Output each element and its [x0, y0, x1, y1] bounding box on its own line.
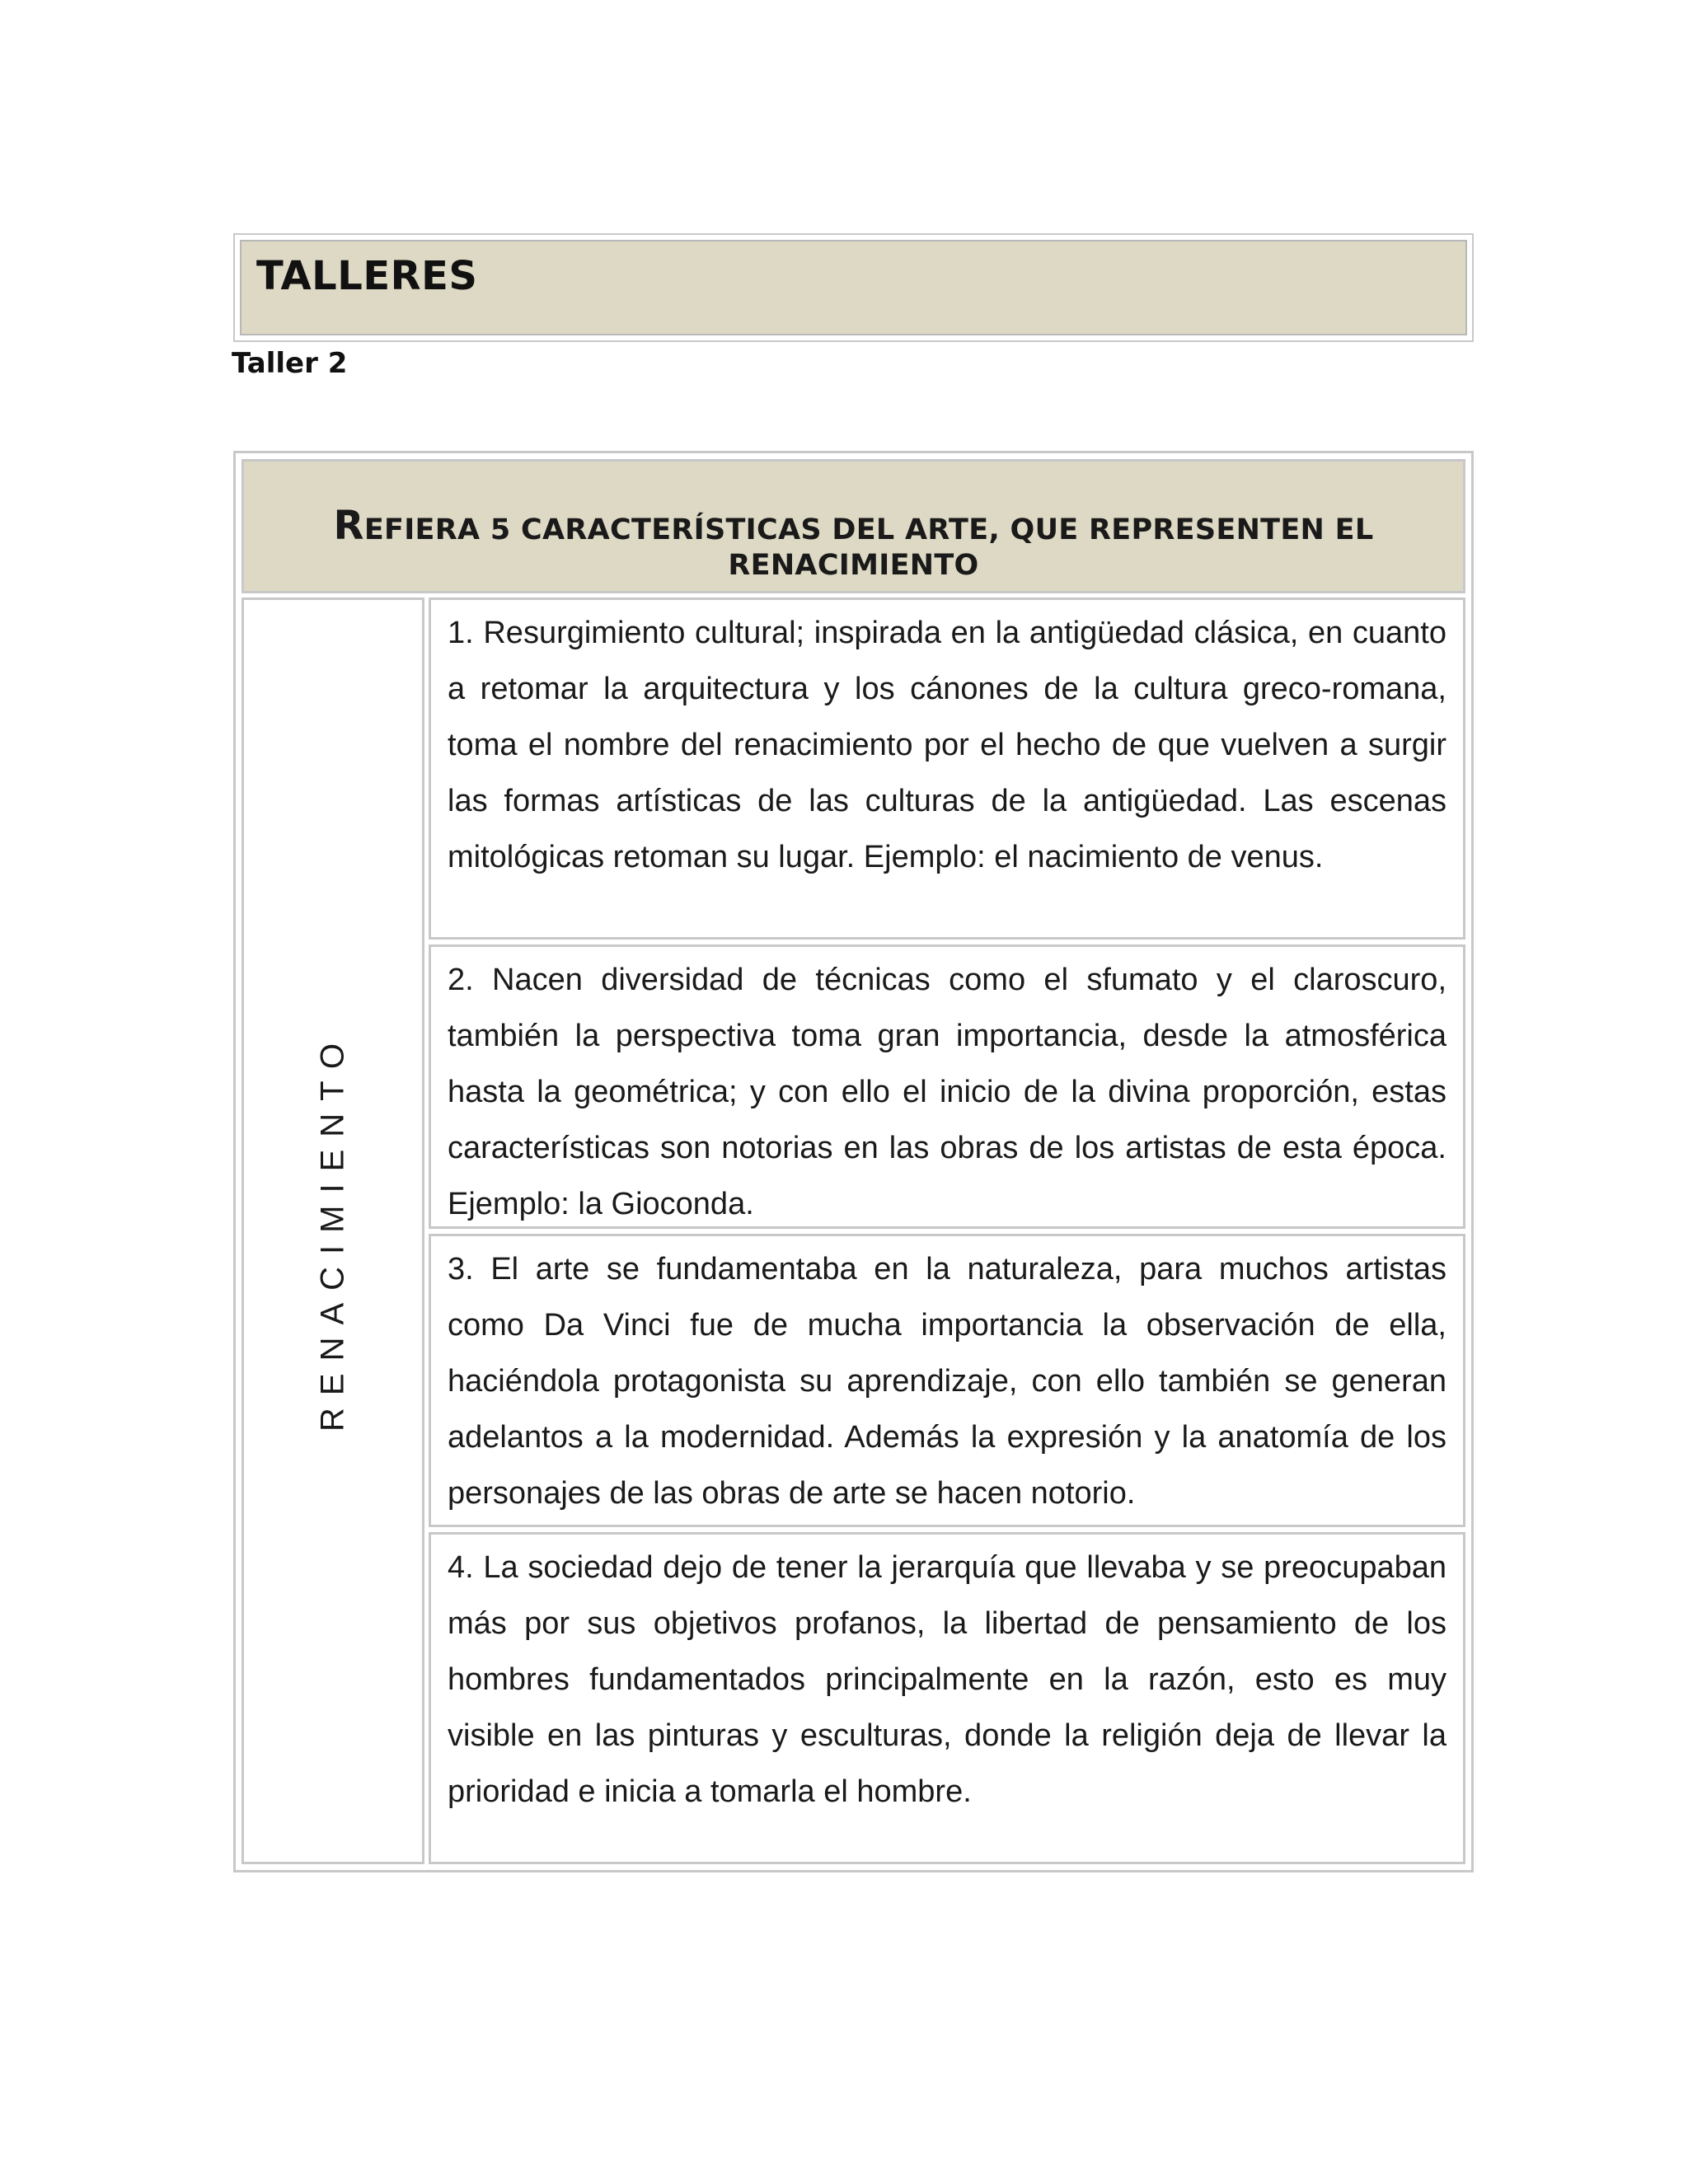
characteristic-item-2 — [429, 944, 1465, 1229]
header-initial: R — [333, 503, 364, 549]
characteristic-text-4: 4. La sociedad dejo de tener la jerarquía que llevaba y se preocupaban más por sus objetivos profanos, la libertad de pensamiento de los hombres fundamentados principalmente en la razón, esto es muy visible en las pinturas y esculturas, donde la religión deja de llevar la prioridad e inicia a tomarla el hombre. — [448, 1550, 1447, 1809]
side-label: RENACIMIENTO — [314, 1030, 351, 1432]
characteristic-item-1 — [429, 598, 1465, 940]
page-subtitle: Taller 2 — [232, 347, 348, 380]
characteristic-item-3 — [429, 1234, 1465, 1527]
header-rest: EFIERA 5 CARACTERÍSTICAS DEL ARTE, QUE REPRESENTEN EL RENACIMIENTO — [363, 513, 1374, 582]
table-header-text — [244, 503, 1463, 582]
table-header — [241, 459, 1465, 593]
page-title: TALLERES — [256, 253, 478, 299]
characteristic-text-1: 1. Resurgimiento cultural; inspirada en la antigüedad clásica, en cuanto a retomar la arquitectura y los cánones de la cultura greco-romana, toma el nombre del renacimiento por el hecho de que vuelven a surgir las formas artísticas de las culturas de la antigüedad. Las escenas mitológicas retoman su lugar. Ejemplo: el nacimiento de venus. — [448, 616, 1447, 874]
title-box — [233, 233, 1474, 342]
side-label-cell — [241, 598, 424, 1864]
characteristic-item-4 — [429, 1532, 1465, 1864]
characteristic-text-2: 2. Nacen diversidad de técnicas como el sfumato y el claroscuro, también la perspectiva toma gran importancia, desde la atmosférica hasta la geométrica; y con ello el inicio de la divina proporción, estas características son notorias en las obras de los artistas de esta época. Ejemplo: la Gioconda. — [448, 963, 1447, 1221]
characteristic-text-3: 3. El arte se fundamentaba en la naturaleza, para muchos artistas como Da Vinci fue de mucha importancia la observación de ella, haciéndola protagonista su aprendizaje, con ello también se generan adelantos a la modernidad. Además la expresión y la anatomía de los personajes de las obras de arte se hacen notorio. — [448, 1252, 1447, 1511]
characteristics-table — [233, 451, 1474, 1872]
